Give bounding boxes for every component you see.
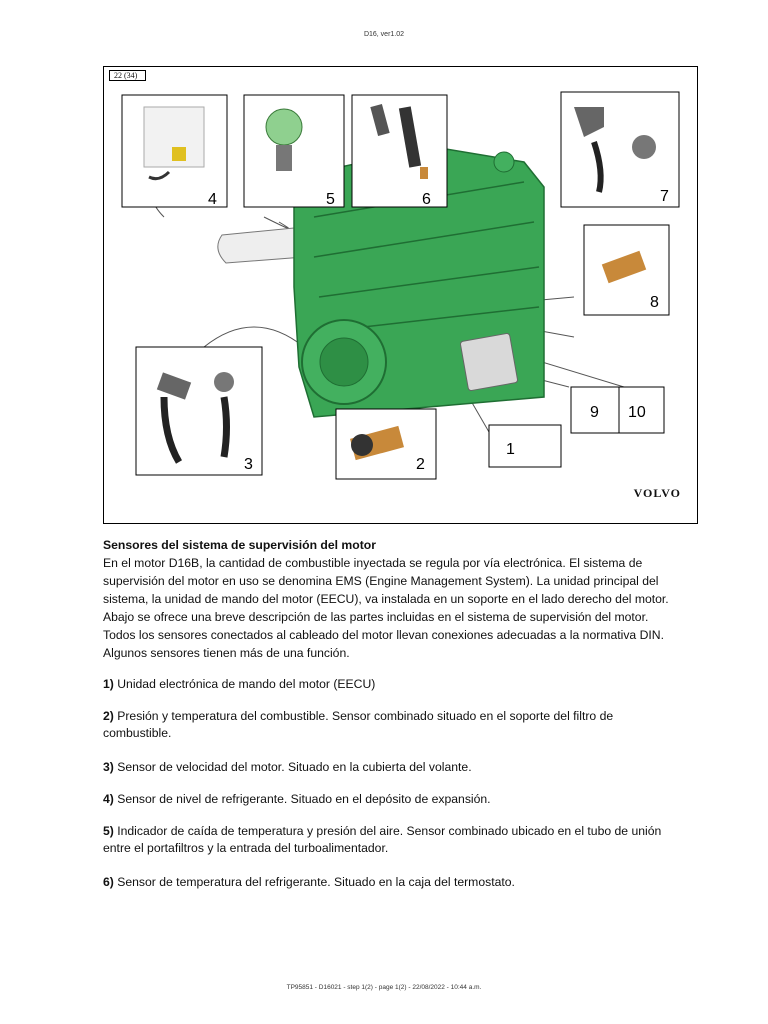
page-header: D16, ver1.02 [363, 31, 405, 38]
item-number: 2) [103, 709, 114, 723]
volvo-logo: VOLVO [633, 486, 681, 500]
ecu-unit [460, 333, 518, 391]
callout-label-3: 3 [244, 456, 253, 473]
list-item [103, 823, 683, 857]
item-text: Sensor de velocidad del motor. Situado en la cubierta del volante. [117, 760, 472, 774]
list-item [103, 759, 683, 776]
item-text: Presión y temperatura del combustible. Sensor combinado situado en el soporte del filtro de combustible. [103, 709, 614, 740]
section-title: Sensores del sistema de supervisión del motor [103, 538, 376, 552]
engine-illustration [104, 67, 698, 524]
list-item [103, 676, 683, 693]
list-item [103, 874, 683, 891]
item-number: 3) [103, 760, 114, 774]
callout-label-2: 2 [416, 456, 425, 473]
item-number: 4) [103, 792, 114, 806]
callout-label-8: 8 [650, 294, 659, 311]
list-item [103, 708, 683, 742]
section-body [103, 536, 683, 662]
callout-label-4: 4 [208, 191, 217, 208]
callout-label-9: 9 [590, 404, 599, 421]
list-item [103, 791, 683, 808]
callout-label-7: 7 [660, 188, 669, 205]
callout-label-1: 1 [506, 441, 515, 458]
item-number: 1) [103, 677, 114, 691]
item-number: 5) [103, 824, 114, 838]
item-text: Indicador de caída de temperatura y presión del aire. Sensor combinado ubicado en el tubo de unión entre el portafiltros y la entrada del turboalimentador. [103, 824, 662, 855]
item-number: 6) [103, 875, 114, 889]
callout-box-1 [489, 425, 561, 467]
callout-label-5: 5 [326, 191, 335, 208]
section-intro: En el motor D16B, la cantidad de combustible inyectada se regula por vía electrónica. El sistema de supervisión del motor en uso se denomina EMS (Engine Management System). La unidad principal del sistema, la unidad de mando del motor (EECU), va instalada en un soporte en el lado derecho del motor. Abajo se ofrece una breve descripción de las partes incluidas en el sistema de supervisión del motor. Todos los sensores conectados al cableado del motor llevan conexiones adecuadas a la normativa DIN. Algunos sensores tienen más de una función. [103, 556, 669, 660]
item-text: Unidad electrónica de mando del motor (EECU) [117, 677, 376, 691]
item-text: Sensor de nivel de refrigerante. Situado en el depósito de expansión. [117, 792, 491, 806]
callout-label-10: 10 [628, 404, 646, 421]
item-text: Sensor de temperatura del refrigerante. Situado en la caja del termostato. [117, 875, 515, 889]
figure-tag: 22 (34) [109, 70, 146, 81]
page-footer: TP95851 - D16021 - step 1(2) - page 1(2) - 22/08/2022 - 10:44 a.m. [286, 984, 482, 991]
callout-label-6: 6 [422, 191, 431, 208]
engine-sensor-figure [103, 66, 698, 524]
